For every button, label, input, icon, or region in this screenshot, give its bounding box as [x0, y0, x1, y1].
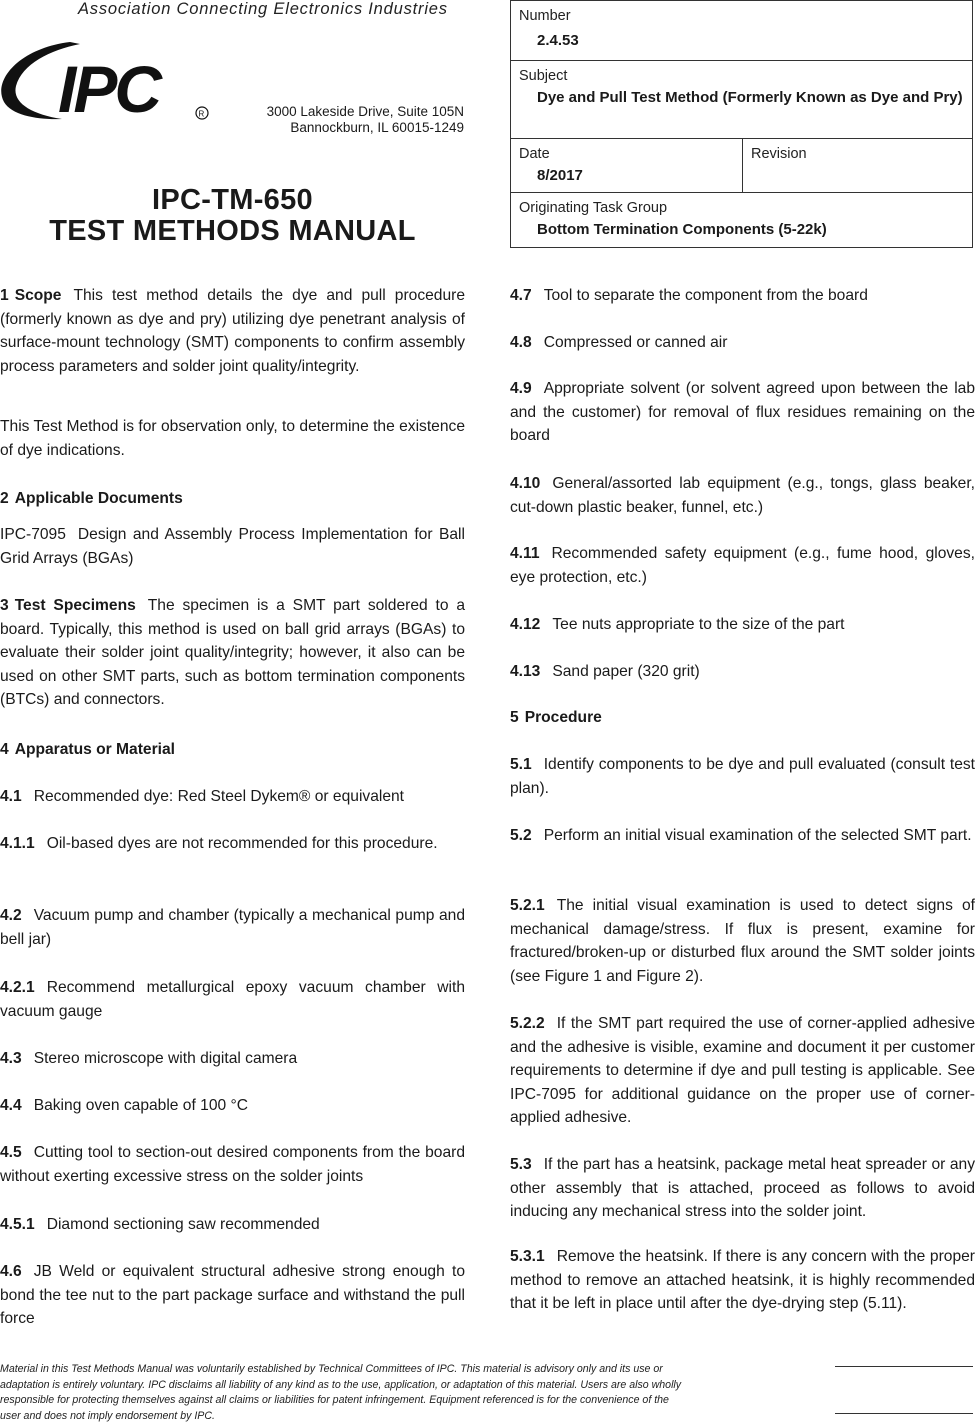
paragraph	[0, 1260, 465, 1331]
ipc-logo	[0, 40, 215, 120]
paragraph-text: Perform an initial visual examination of the selected SMT part.	[543, 827, 972, 844]
address	[230, 104, 464, 136]
paragraph-text: Appropriate solvent (or solvent agreed upon between the lab and the customer) for removal of flux residues remaining on the board	[510, 380, 975, 445]
paragraph-text: Sand paper (320 grit)	[552, 663, 700, 680]
section-number: 4.6	[0, 1263, 22, 1280]
revision-label: Revision	[751, 146, 807, 162]
section-number: 5.2	[510, 827, 532, 844]
paragraph-text: If the part has a heatsink, package metal heat spreader or any other assembly that is attached, proceed as follows to avoid inducing any mechanical stress into the solder joint.	[510, 1156, 975, 1221]
paragraph	[0, 904, 465, 951]
footer-rule	[835, 1413, 973, 1414]
title-line-1: IPC-TM-650	[152, 184, 313, 216]
revision-cell	[743, 139, 972, 193]
paragraph	[0, 785, 465, 809]
section-number: 4.12	[510, 616, 541, 633]
paragraph	[0, 1213, 465, 1237]
task-group-cell	[511, 193, 972, 247]
number-cell	[511, 1, 972, 61]
section-heading	[0, 487, 465, 511]
section-number: 4.7	[510, 287, 532, 304]
paragraph-text: Identify components to be dye and pull evaluated (consult test plan).	[510, 756, 975, 797]
paragraph	[510, 1153, 975, 1224]
paragraph-text: This test method details the dye and pull procedure (formerly known as dye and pry) utilizing dye penetrant analysis of surface-mount technology (SMT) components to confirm assembly process parameters and solder joint quality/integrity.	[0, 287, 465, 375]
footer-disclaimer: Material in this Test Methods Manual was voluntarily established by Technical Committees of IPC. This material is advisory only and its use or adaptation is entirely voluntary. IPC disclaims all liability of any kind as to the use, application, or adaptation of this material. Users are also wholly responsible for protecting themselves against all claims or liabilities for patent infringement. Equipment referenced is for the convenience of the user and does not imply endorsement by IPC.	[0, 1363, 682, 1422]
section-heading	[0, 594, 465, 712]
section-heading	[510, 706, 975, 730]
paragraph	[510, 824, 975, 848]
paragraph	[510, 660, 975, 684]
svg-text:R: R	[198, 109, 205, 119]
section-number: 5.1	[510, 756, 532, 773]
paragraph	[0, 1141, 465, 1188]
paragraph	[0, 1094, 465, 1118]
date-label: Date	[519, 146, 550, 162]
paragraph-text: Oil-based dyes are not recommended for this procedure.	[46, 835, 438, 852]
paragraph	[510, 1245, 975, 1316]
paragraph-text: Diamond sectioning saw recommended	[46, 1216, 320, 1233]
paragraph	[0, 523, 465, 570]
paragraph-text: Design and Assembly Process Implementation for Ball Grid Arrays (BGAs)	[0, 526, 465, 567]
section-title: Scope	[14, 287, 62, 304]
paragraph-text: Stereo microscope with digital camera	[33, 1050, 298, 1067]
paragraph-text: JB Weld or equivalent structural adhesive strong enough to bond the tee nut to the part package surface and withstand the pull force	[0, 1263, 465, 1328]
number-value: 2.4.53	[537, 32, 579, 49]
address-line-2: Bannockburn, IL 60015-1249	[290, 120, 464, 135]
section-number: 5.3.1	[510, 1248, 545, 1265]
section-title: Applicable Documents	[14, 490, 183, 507]
section-number: 2	[0, 490, 9, 507]
paragraph-text: Recommended dye: Red Steel Dykem® or equivalent	[33, 788, 405, 805]
paragraph	[0, 415, 465, 462]
section-number: 4.8	[510, 334, 532, 351]
subject-value: Dye and Pull Test Method (Formerly Known as Dye and Pry)	[537, 89, 963, 106]
paragraph-text: The specimen is a SMT part soldered to a board. Typically, this method is used on ball grid arrays (BGAs) to evaluate their solder joint quality/integrity; however, it also can be used on other SMT parts, such as bottom termination components (BTCs) and connectors.	[0, 597, 466, 709]
section-number: 4.4	[0, 1097, 22, 1114]
paragraph-text: Vacuum pump and chamber (typically a mechanical pump and bell jar)	[0, 907, 465, 948]
paragraph	[510, 331, 975, 355]
section-number: 4.10	[510, 475, 541, 492]
section-title: Test Specimens	[14, 597, 136, 614]
title-line-2: TEST METHODS MANUAL	[49, 215, 416, 247]
footer-rule	[835, 1366, 973, 1367]
paragraph	[0, 832, 465, 856]
section-number: 4.11	[510, 545, 540, 562]
section-heading	[0, 738, 465, 762]
paragraph-text: If the SMT part required the use of corner-applied adhesive and the adhesive is visible, examine and document it per customer requirements to determine if dye and pull testing is applicable. See IPC-7095 for additional guidance on the proper use of corner-applied adhesive.	[510, 1015, 975, 1127]
section-title: Apparatus or Material	[14, 741, 175, 758]
subject-cell	[511, 61, 972, 139]
association-tagline: Association Connecting Electronics Industries	[78, 0, 448, 18]
paragraph-text: Compressed or canned air	[543, 334, 728, 351]
section-number: 4.2.1	[0, 979, 35, 996]
section-number: 4.13	[510, 663, 541, 680]
paragraph	[510, 894, 975, 988]
address-line-1: 3000 Lakeside Drive, Suite 105N	[266, 104, 464, 119]
paragraph-text: Tee nuts appropriate to the size of the part	[552, 616, 845, 633]
paragraph	[0, 976, 465, 1023]
paragraph	[510, 1012, 975, 1130]
svg-text:IPC: IPC	[58, 52, 160, 120]
paragraph	[510, 377, 975, 448]
paragraph	[510, 472, 975, 519]
paragraph-text: Cutting tool to section-out desired components from the board without exerting excessive stress on the solder joints	[0, 1144, 465, 1185]
paragraph-text: Tool to separate the component from the board	[543, 287, 868, 304]
section-number: 4	[0, 741, 9, 758]
paragraph-text: Baking oven capable of 100 °C	[33, 1097, 248, 1114]
task-group-label: Originating Task Group	[519, 200, 668, 216]
section-number: IPC-7095	[0, 526, 66, 543]
section-number: 4.2	[0, 907, 22, 924]
paragraph-text: The initial visual examination is used to detect signs of mechanical damage/stress. If flux is present, examine for fractured/broken-up or disturbed flux around the SMT solder joints (see Figure 1 and Figure 2).	[510, 897, 975, 985]
section-number: 3	[0, 597, 9, 614]
number-label: Number	[519, 8, 571, 24]
section-number: 1	[0, 287, 9, 304]
paragraph-text: This Test Method is for observation only, to determine the existence of dye indications.	[0, 418, 465, 459]
section-number: 4.1.1	[0, 835, 35, 852]
date-value: 8/2017	[537, 167, 583, 184]
task-group-value: Bottom Termination Components (5-22k)	[537, 221, 827, 238]
section-heading	[0, 284, 465, 378]
section-number: 4.5	[0, 1144, 22, 1161]
subject-label: Subject	[519, 68, 568, 84]
section-number: 4.3	[0, 1050, 22, 1067]
paragraph	[510, 753, 975, 800]
paragraph	[510, 613, 975, 637]
section-number: 4.1	[0, 788, 22, 805]
paragraph	[510, 542, 975, 589]
section-number: 5.2.2	[510, 1015, 545, 1032]
manual-title	[0, 185, 465, 247]
date-cell	[511, 139, 743, 193]
section-title: Procedure	[524, 709, 602, 726]
section-number: 5.3	[510, 1156, 532, 1173]
section-number: 5	[510, 709, 519, 726]
paragraph-text: Recommended safety equipment (e.g., fume hood, gloves, eye protection, etc.)	[510, 545, 975, 586]
paragraph	[0, 1047, 465, 1071]
paragraph-text: Remove the heatsink. If there is any concern with the proper method to remove an attached heatsink, it is highly recommended that it be left in place until after the dye-drying step (5.11).	[510, 1248, 975, 1313]
section-number: 4.9	[510, 380, 532, 397]
paragraph-text: General/assorted lab equipment (e.g., tongs, glass beaker, cut-down plastic beaker, funnel, etc.)	[510, 475, 975, 516]
paragraph-text: Recommend metallurgical epoxy vacuum chamber with vacuum gauge	[0, 979, 465, 1020]
paragraph	[510, 284, 975, 308]
document-info-box	[510, 0, 973, 248]
section-number: 4.5.1	[0, 1216, 35, 1233]
section-number: 5.2.1	[510, 897, 545, 914]
